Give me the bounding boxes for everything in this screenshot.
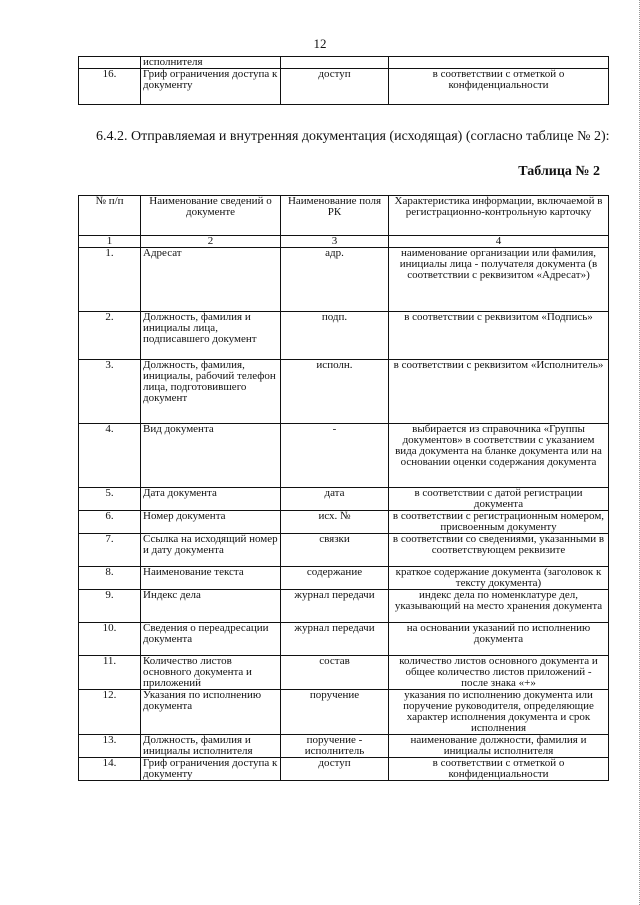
- cell-field: журнал передачи: [281, 590, 389, 623]
- cell-desc: в соответствии с отметкой о конфиденциальности: [389, 758, 609, 781]
- cell-name: Адресат: [141, 248, 281, 312]
- cell-name: Наименование текста: [141, 567, 281, 590]
- cell-num: 10.: [79, 623, 141, 656]
- cell-name: Должность, фамилия и инициалы лица, подписавшего документ: [141, 312, 281, 360]
- cell-desc: индекс дела по номенклатуре дел, указывающий на место хранения документа: [389, 590, 609, 623]
- cell-name: Гриф ограничения доступа к документу: [141, 758, 281, 781]
- cell-field: адр.: [281, 248, 389, 312]
- table-row: [79, 623, 609, 656]
- cell-field: исх. №: [281, 511, 389, 534]
- cell-name: Дата документа: [141, 488, 281, 511]
- table-row: [79, 534, 609, 567]
- scan-edge-artifact: [636, 0, 640, 905]
- table-row: [79, 567, 609, 590]
- header-field: Наименование поля РК: [281, 196, 389, 236]
- table-row: [79, 656, 609, 690]
- table-row: [79, 590, 609, 623]
- cell-desc: в соответствии с регистрационным номером, присвоенным документу: [389, 511, 609, 534]
- table-row: [79, 312, 609, 360]
- cell-num: 3.: [79, 360, 141, 424]
- header-desc: Характеристика информации, включаемой в регистрационно-контрольную карточку: [389, 196, 609, 236]
- cell-desc: в соответствии с реквизитом «Исполнитель»: [389, 360, 609, 424]
- continuation-table: [78, 56, 609, 105]
- table-row: [79, 57, 609, 69]
- cell-field: доступ: [281, 758, 389, 781]
- header-num: № п/п: [79, 196, 141, 236]
- cell-num: 9.: [79, 590, 141, 623]
- cell-field: подп.: [281, 312, 389, 360]
- cell-num: 13.: [79, 735, 141, 758]
- cell-name: Номер документа: [141, 511, 281, 534]
- cell-field: дата: [281, 488, 389, 511]
- table-row: [79, 488, 609, 511]
- cell-field: поручение - исполнитель: [281, 735, 389, 758]
- table-row: [79, 690, 609, 735]
- colnum-1: 1: [79, 236, 141, 248]
- colnum-3: 3: [281, 236, 389, 248]
- table-2: [78, 195, 609, 781]
- table-row: [79, 360, 609, 424]
- table-row: [79, 735, 609, 758]
- cell-num: 2.: [79, 312, 141, 360]
- cell-num: 5.: [79, 488, 141, 511]
- cell-field: состав: [281, 656, 389, 690]
- cell-field: [281, 57, 389, 69]
- cell-field: журнал передачи: [281, 623, 389, 656]
- table-column-numbers: [79, 236, 609, 248]
- cell-desc: количество листов основного документа и общее количество листов приложений - после знака «+»: [389, 656, 609, 690]
- colnum-4: 4: [389, 236, 609, 248]
- cell-name: Количество листов основного документа и приложений: [141, 656, 281, 690]
- cell-name: Сведения о переадресации документа: [141, 623, 281, 656]
- cell-name: Индекс дела: [141, 590, 281, 623]
- cell-field: поручение: [281, 690, 389, 735]
- cell-desc: [389, 57, 609, 69]
- cell-name: Ссылка на исходящий номер и дату документа: [141, 534, 281, 567]
- cell-field: исполн.: [281, 360, 389, 424]
- cell-num: 8.: [79, 567, 141, 590]
- cell-field: связки: [281, 534, 389, 567]
- cell-num: [79, 57, 141, 69]
- cell-field: содержание: [281, 567, 389, 590]
- section-paragraph: 6.4.2. Отправляемая и внутренняя документация (исходящая) (согласно таблице № 2):: [96, 129, 610, 144]
- cell-desc: наименование должности, фамилия и инициалы исполнителя: [389, 735, 609, 758]
- cell-num: 12.: [79, 690, 141, 735]
- cell-num: 6.: [79, 511, 141, 534]
- cell-num: 16.: [79, 69, 141, 105]
- cell-name: Гриф ограничения доступа к документу: [141, 69, 281, 105]
- cell-desc: на основании указаний по исполнению документа: [389, 623, 609, 656]
- table-caption: Таблица № 2: [518, 164, 600, 179]
- page-number: 12: [313, 36, 327, 51]
- cell-name: Вид документа: [141, 424, 281, 488]
- cell-name: исполнителя: [141, 57, 281, 69]
- cell-num: 1.: [79, 248, 141, 312]
- cell-num: 4.: [79, 424, 141, 488]
- table-row: [79, 248, 609, 312]
- colnum-2: 2: [141, 236, 281, 248]
- cell-field: доступ: [281, 69, 389, 105]
- header-name: Наименование сведений о документе: [141, 196, 281, 236]
- cell-field: -: [281, 424, 389, 488]
- cell-desc: в соответствии со сведениями, указанными в соответствующем реквизите: [389, 534, 609, 567]
- cell-name: Указания по исполнению документа: [141, 690, 281, 735]
- cell-desc: наименование организации или фамилия, инициалы лица - получателя документа (в соответствии с реквизитом «Адресат»): [389, 248, 609, 312]
- cell-num: 14.: [79, 758, 141, 781]
- cell-desc: в соответствии с отметкой о конфиденциальности: [389, 69, 609, 105]
- cell-name: Должность, фамилия, инициалы, рабочий телефон лица, подготовившего документ: [141, 360, 281, 424]
- cell-desc: в соответствии с датой регистрации документа: [389, 488, 609, 511]
- cell-desc: краткое содержание документа (заголовок к тексту документа): [389, 567, 609, 590]
- table-row: [79, 511, 609, 534]
- table-header-row: [79, 196, 609, 236]
- cell-desc: выбирается из справочника «Группы документов» в соответствии с указанием вида документа на бланке документа или на основании оценки содержания документа: [389, 424, 609, 488]
- cell-name: Должность, фамилия и инициалы исполнителя: [141, 735, 281, 758]
- cell-num: 7.: [79, 534, 141, 567]
- table-row: [79, 758, 609, 781]
- cell-desc: указания по исполнению документа или поручение руководителя, определяющие характер исполнения документа и срок исполнения: [389, 690, 609, 735]
- cell-num: 11.: [79, 656, 141, 690]
- table-row: [79, 424, 609, 488]
- cell-desc: в соответствии с реквизитом «Подпись»: [389, 312, 609, 360]
- table-row: [79, 69, 609, 105]
